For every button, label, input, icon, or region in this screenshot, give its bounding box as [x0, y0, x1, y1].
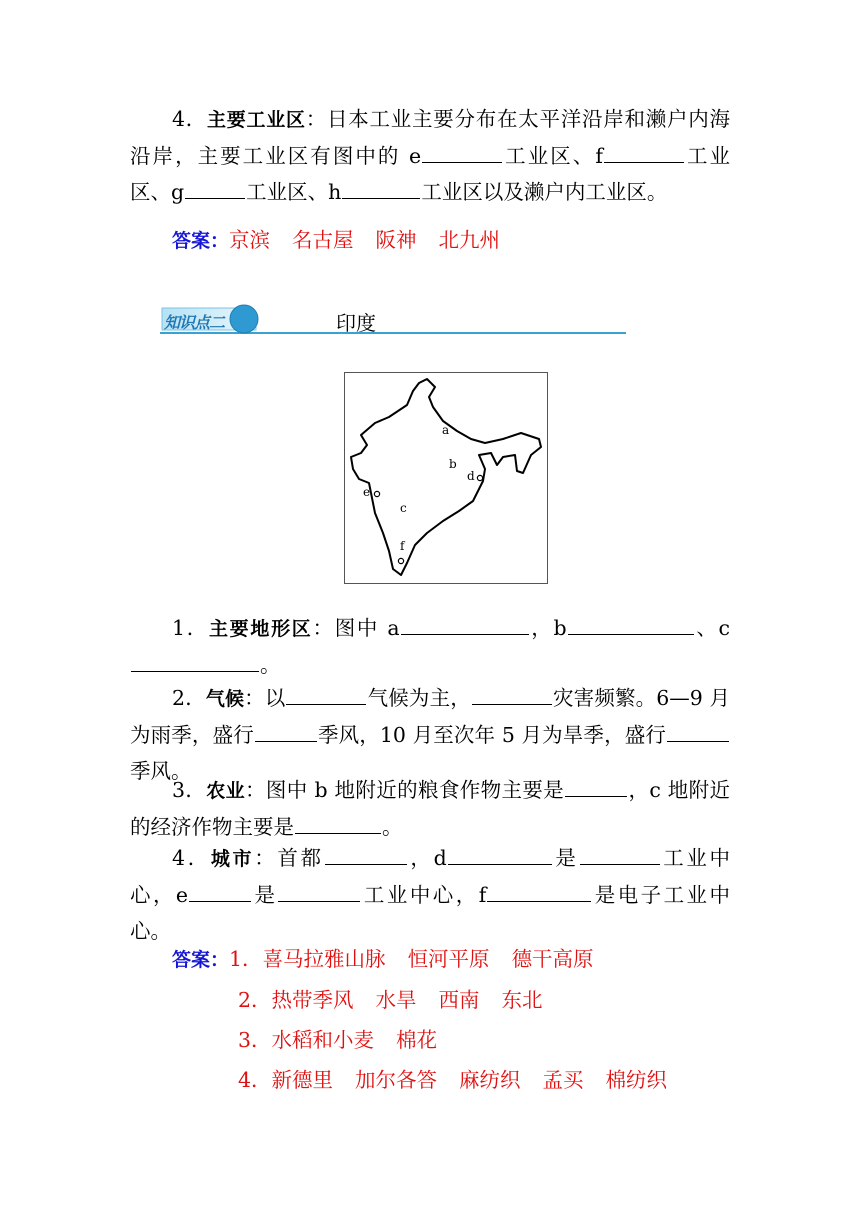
question-number: 2．: [172, 686, 206, 710]
answer-item: 水旱: [375, 988, 417, 1012]
question-text: 气候为主，: [367, 686, 471, 710]
question-colon: ：: [305, 107, 328, 131]
question-text: 灾害频繁。6—9 月为雨季，盛行: [130, 686, 731, 747]
india-question-3: [130, 772, 730, 845]
answer-blank: [131, 650, 259, 672]
answer-blank: [448, 843, 552, 865]
question-colon: ：: [254, 846, 278, 870]
section-header-graphic: [160, 302, 626, 336]
question-label: 主要地形区: [208, 618, 313, 640]
answer-item: 名古屋: [292, 228, 354, 252]
question-number: 3．: [172, 778, 207, 802]
answer-item: 恒河平原: [407, 947, 490, 971]
answer-item: 北九州: [438, 228, 501, 252]
answer-blank: [325, 843, 407, 865]
question-text: ，d: [407, 846, 447, 870]
map-label-b: b: [449, 457, 457, 471]
answer-line-2: [172, 980, 667, 1020]
question-number: 1．: [172, 616, 209, 640]
question-label: 城市: [210, 848, 255, 870]
question-text: 是: [552, 846, 579, 870]
answer-item: 京滨: [229, 228, 271, 252]
map-label-e: e: [363, 485, 371, 499]
section-badge: 知识点二: [164, 313, 225, 332]
answer-blank: [604, 141, 684, 163]
question-text: 。: [382, 815, 403, 839]
map-label-a: a: [442, 423, 450, 437]
question-text: ，b: [529, 616, 567, 640]
india-answer: [172, 939, 667, 1100]
question-text: 是电子工业中心。: [130, 883, 731, 943]
question-text: 图中 b 地附近的粮食作物主要是: [265, 778, 565, 802]
question-text: ，c 地附近的经济作物主要是: [130, 778, 731, 839]
question-text: 季风，10 月至次年 5 月为旱季，盛行: [317, 723, 666, 747]
question-number: 4．: [172, 846, 211, 870]
answer-label: 答案：: [172, 230, 230, 252]
answer-item: 新德里: [271, 1068, 334, 1092]
city-marker-f: [398, 558, 403, 563]
question-text: 日本工业主要分布在太平洋沿岸和濑户内海沿岸，主要工业区有图中的 e: [130, 107, 731, 168]
answer-item: 孟买: [542, 1068, 584, 1092]
answer-blank: [422, 141, 502, 163]
answer-item: 加尔各答: [355, 1068, 438, 1092]
answer-item: 德干高原: [511, 947, 594, 971]
answer-item: 麻纺织: [459, 1068, 521, 1092]
answer-blank: [185, 177, 245, 199]
question-number: 4．: [172, 107, 208, 131]
answer-number: 4．: [238, 1068, 272, 1092]
city-marker-e: [374, 491, 379, 496]
japan-question-4: [130, 101, 730, 210]
answer-item: 棉纺织: [605, 1068, 668, 1092]
answer-blank: [667, 720, 729, 742]
answer-line-1: [172, 939, 667, 980]
question-text: 图中 a: [334, 616, 400, 640]
question-text: 工业区、g: [130, 144, 730, 204]
question-colon: ：: [312, 616, 335, 640]
answer-line-4: [172, 1060, 667, 1100]
answer-item: 热带季风: [271, 988, 354, 1012]
answer-blank: [487, 880, 591, 902]
question-text: 以: [264, 686, 286, 710]
question-text: 。: [260, 653, 281, 677]
answer-number: 1．: [229, 947, 263, 971]
map-label-c: c: [400, 501, 407, 515]
question-text: 是: [252, 883, 278, 907]
answer-blank: [189, 880, 251, 902]
answer-label: 答案：: [172, 949, 230, 971]
city-marker-d: [477, 475, 482, 480]
question-text: 季风。: [130, 759, 192, 783]
answer-blank: [278, 880, 360, 902]
answer-item: 阪神: [375, 228, 417, 252]
answer-blank: [472, 683, 552, 705]
question-text: 工业中心，e: [130, 846, 731, 907]
answer-item: 东北: [501, 988, 543, 1012]
india-map: [344, 372, 548, 584]
section-header: [160, 302, 626, 336]
japan-answer: [172, 220, 500, 261]
answer-item: 棉花: [396, 1028, 438, 1052]
question-label: 农业: [206, 780, 246, 802]
question-text: 工业中心，f: [361, 883, 487, 907]
answer-blank: [286, 683, 366, 705]
answer-blank: [255, 720, 317, 742]
question-label: 气候: [205, 688, 245, 710]
answer-blank: [401, 613, 529, 635]
india-question-1: [130, 610, 730, 683]
question-colon: ：: [244, 686, 265, 710]
answer-blank: [568, 613, 694, 635]
question-text: 工业区、h: [246, 180, 342, 204]
question-label: 主要工业区: [207, 109, 306, 131]
question-text: 工业区、f: [503, 144, 603, 168]
india-outline: [345, 373, 547, 583]
answer-line-3: [172, 1020, 667, 1060]
question-text: 、c: [694, 616, 731, 640]
answer-blank: [565, 775, 627, 797]
answer-item: 西南: [438, 988, 480, 1012]
india-question-4: [130, 840, 730, 949]
map-label-d: d: [467, 469, 475, 483]
question-colon: ：: [245, 778, 266, 802]
answer-blank: [295, 812, 381, 834]
section-title: 印度: [336, 311, 376, 335]
map-label-f: f: [400, 539, 405, 553]
answer-number: 3．: [238, 1028, 272, 1052]
question-text: 首都: [277, 846, 324, 870]
answer-item: 喜马拉雅山脉: [262, 947, 386, 971]
answer-blank: [342, 177, 420, 199]
question-text: 工业区以及濑户内工业区。: [421, 180, 668, 204]
answer-item: 水稻和小麦: [271, 1028, 375, 1052]
answer-number: 2．: [238, 988, 272, 1012]
answer-blank: [580, 843, 660, 865]
